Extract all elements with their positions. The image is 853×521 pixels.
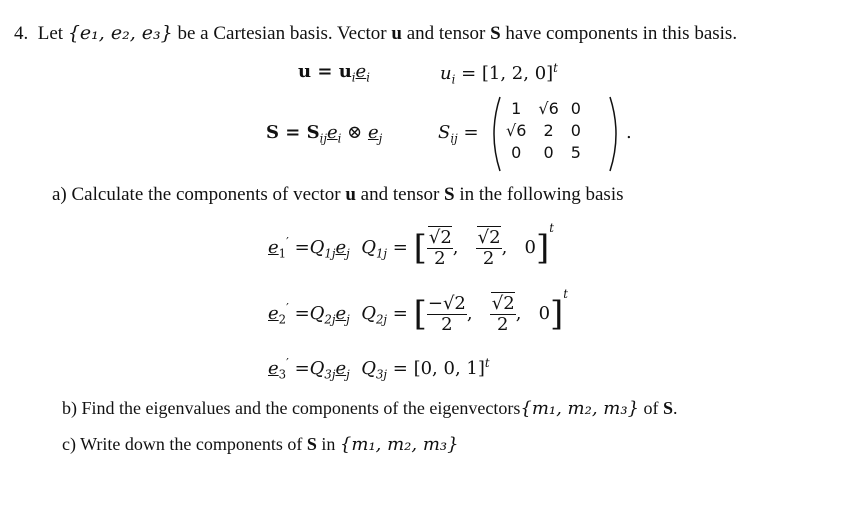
basis-row-2: $e_2' =Q_{2j}e_j$ $Q_{2j}$ = [ $\frac{-√2}{2}$ , $\frac{√2}{2}$ , 0]$^t$ [268,287,568,335]
vector-lhs: u = u [298,61,352,82]
intro-mid2: and tensor [406,23,486,44]
tensor-symbol: S [490,23,501,44]
fraction: $\frac{√2}{2}$ [428,226,452,269]
part-a-text: a) Calculate the components of vector u and tensor S in the following basis [52,184,624,205]
basis-row-3: $e_3' =Q_{3j}e_j$ $Q_{3j} = [0$, 0, 1]$^t$ [268,356,490,382]
matrix-cell: 0 [570,98,581,118]
matrix-cell: 5 [570,142,581,162]
matrix-cell: 0 [570,120,581,140]
vector-definition: $u = u_ie_i$ [298,61,370,85]
tensor-components-label: $S_{ij}$ = [438,122,479,146]
intro-suffix: have components in this basis. [505,23,738,44]
matrix-cell: √6 [506,120,527,140]
tensor-definition: $S = S_{ij}e_i$ ⊗ $e_j$ [266,122,383,146]
part-c-text: c) Write down the components of S in {m₁, m₂, m₃} [62,434,459,455]
fraction: $\frac{-√2}{2}$ [427,292,466,335]
tensor-matrix [500,97,587,163]
matrix-period: . [626,122,632,143]
fraction: $\frac{√2}{2}$ [477,226,501,269]
vector-symbol: u [391,23,402,44]
vector-components: $u_i = [1$, 2, 0]$^t$ [440,61,558,87]
problem-statement [14,22,737,45]
intro-prefix: Let [37,23,64,44]
intro-mid1: be a Cartesian basis. Vector [177,23,387,44]
eigenvector-set: {m₁, m₂, m₃} [520,398,640,419]
matrix-cell: 2 [543,120,554,140]
matrix-cell: 1 [511,98,522,118]
basis-set: {e₁, e₂, e₃} [67,22,173,44]
eigenvector-set: {m₁, m₂, m₃} [339,434,459,455]
basis-row-1: $e_1' =Q_{1j}e_j$ $Q_{1j}$ = [ $\frac{√2}{2}$ , $\frac{√2}{2}$ , 0]$^t$ [268,221,554,269]
matrix-cell: √6 [538,98,559,118]
matrix-cell: 0 [511,142,522,162]
part-b-text: b) Find the eigenvalues and the components of the eigenvectors{m₁, m₂, m₃} of S. [62,398,678,419]
fraction: $\frac{√2}{2}$ [491,292,515,335]
matrix-cell: 0 [543,142,554,162]
problem-number: 4. [14,23,29,44]
